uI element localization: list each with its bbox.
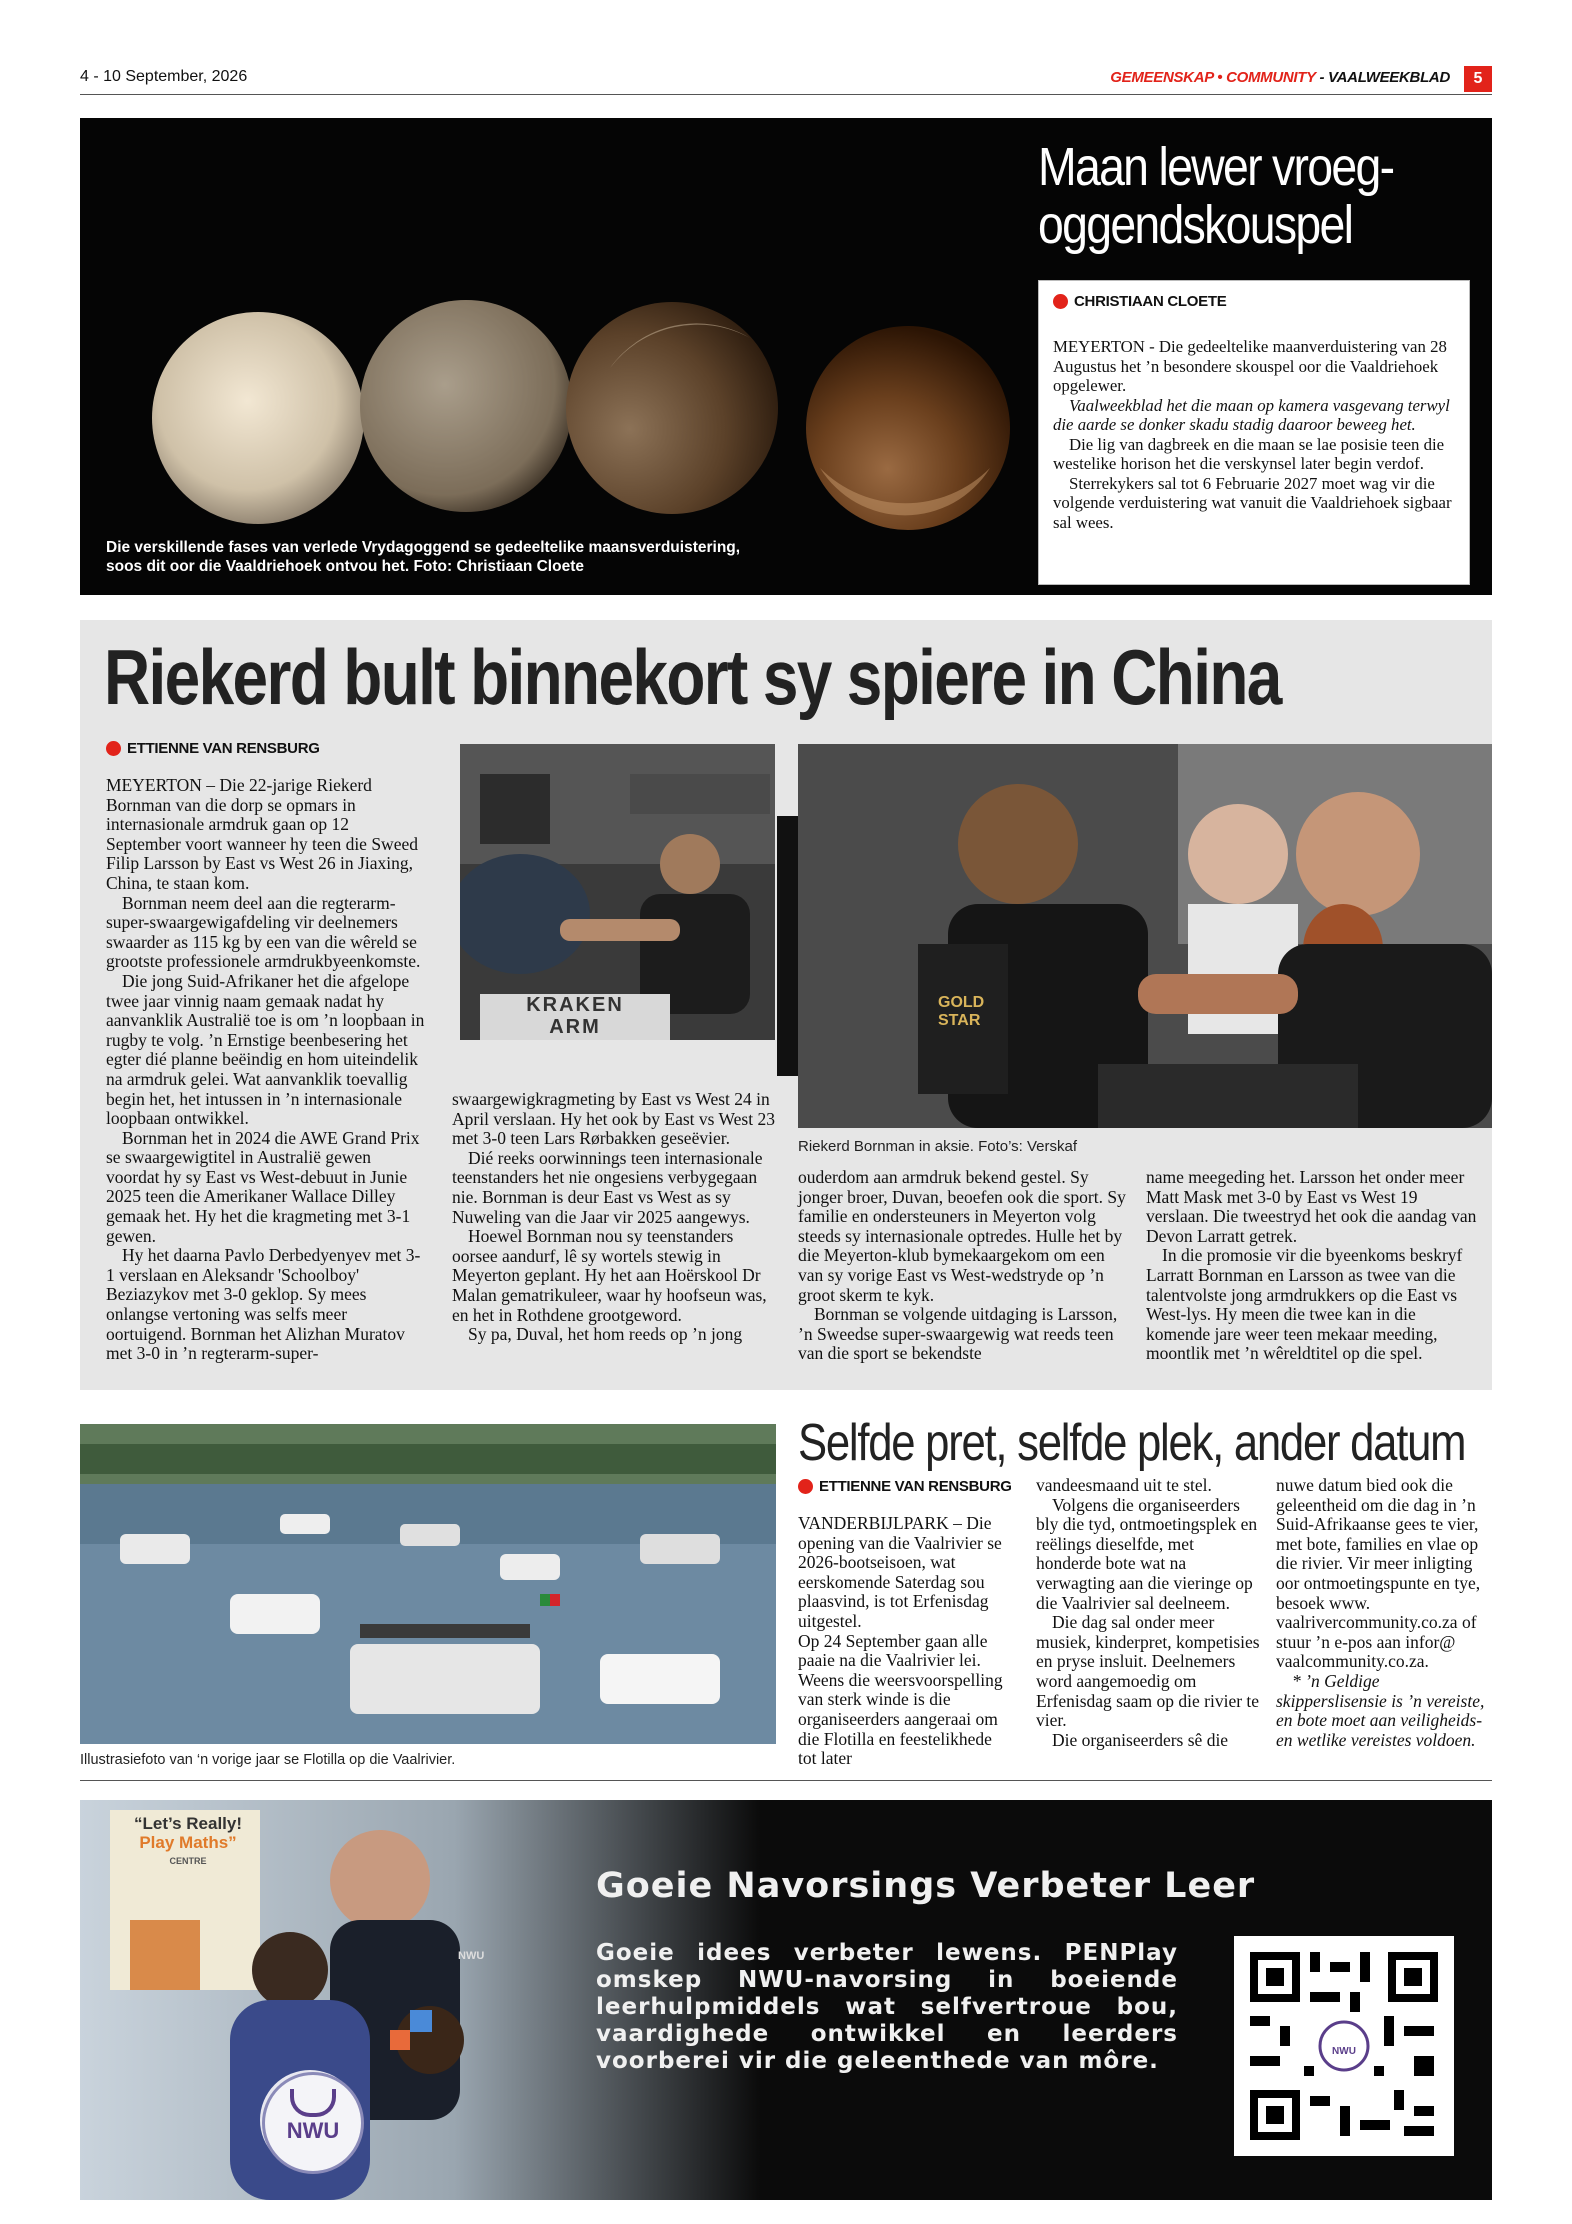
flotilla-byline — [798, 1478, 1012, 1495]
riekerd-paragraph: name meegeding het. Larsson het onder meer Matt Mask met 3-0 by East vs West 19 verslaan. Die tweestryd het ook die aandag van Devon Larratt getrek. — [1146, 1167, 1477, 1246]
riekerd-paragraph: Bornman se volgende uitdaging is Larsson, ’n Sweedse super-swaargewig wat reeds teen van die sport se bekendste — [798, 1304, 1118, 1364]
flotilla-paragraph: Volgens die organiseerders bly die tyd, ontmoetingsplek en reëlings dieselfde, met honderde bote wat na verwagting aan die vieringe op die Vaalrivier sal deelneem. — [1036, 1494, 1258, 1613]
moon-phase-3 — [566, 302, 778, 514]
flotilla-column-1 — [798, 1514, 1008, 1769]
byline-dot-icon — [106, 741, 121, 756]
byline-dot-icon — [798, 1479, 813, 1494]
page-header — [80, 66, 1492, 94]
moon-paragraph: Sterrekykers sal tot 6 Februarie 2027 moet wag vir die volgende verduistering wat vanuit die Vaaldriehoek sigbaar sal wees. — [1053, 473, 1452, 532]
moon-paragraph: Die lig van dagbreek en die maan se lae posisie teen die westelike horison het die verskynsel later begin verdof. — [1053, 434, 1445, 473]
shirt-logo: GOLD STAR — [938, 994, 985, 1029]
advert-headline: Goeie Navorsings Verbeter Leer — [596, 1866, 1256, 1906]
flotilla-headline: Selfde pret, selfde plek, ander datum — [798, 1414, 1466, 1472]
moon-feature — [80, 118, 1492, 595]
qr-center-label: NWU — [1332, 2046, 1356, 2057]
kraken-arm-sign — [480, 994, 670, 1040]
section-rule — [80, 1780, 1492, 1781]
armwrestling-photo-2 — [798, 744, 1492, 1128]
advert-sign-line3: CENTRE — [169, 1856, 207, 1866]
advert-sign-line1: “Let’s Really! — [133, 1814, 243, 1833]
riekerd-byline-name: ETTIENNE VAN RENSBURG — [127, 740, 320, 757]
riekerd-headline: Riekerd bult binnekort sy spiere in China — [104, 633, 1281, 721]
moon-headline-line1: Maan lewer vroeg- — [1038, 137, 1394, 197]
moon-phases-photo — [80, 118, 1040, 595]
flotilla-byline-name: ETTIENNE VAN RENSBURG — [819, 1478, 1012, 1495]
riekerd-paragraph: Hy het daarna Pavlo Derbedyenyev met 3-1 verslaan en Aleksandr 'Schoolboy' Beziazykov met 3-0 geklop. Sy mees onlangse vertoning was selfs meer oortuigend. Bornman het Alizhan Muratov met 3-0 in ’n regterarm-super- — [106, 1245, 421, 1364]
moon-phase-1 — [152, 312, 364, 524]
riekerd-column-4 — [1146, 1168, 1482, 1364]
moon-caption — [106, 538, 740, 576]
riekerd-paragraph: MEYERTON – Die 22-jarige Riekerd Bornman van die dorp se opmars in internasionale armdruk gaan op 12 September voort wanneer hy teen die Sweed Filip Larsson by East vs West 26 in Jiaxing, China, te staan kom. — [106, 775, 418, 893]
moon-byline — [1053, 293, 1226, 310]
flotilla-column-3 — [1276, 1476, 1490, 1750]
advert-sign — [120, 1814, 256, 1871]
page-number: 5 — [1473, 70, 1483, 87]
riekerd-photo-1 — [460, 744, 775, 1040]
riekerd-paragraph: ouderdom aan armdruk bekend gestel. Sy jonger broer, Duvan, beoefen ook die sport. Sy familie en ondersteuners in Meyerton volg steeds sy internasionale optredes. Hulle het by die Meyerton-klub bymekaargekom om een van sy vorige East vs West-wedstryde op ’n groot skerm te kyk. — [798, 1167, 1126, 1305]
section-sep: - — [1315, 69, 1329, 86]
page-number-badge — [1464, 66, 1492, 92]
riekerd-paragraph: Bornman het in 2024 die AWE Grand Prix se swaargewigtitel in Australië gewen voordat hy sy East vs West-debuut in Junie 2025 teen die Amerikaner Wallace Dilley gemaak het. Hy het die kragmeting met 3-1 gewen. — [106, 1127, 420, 1246]
section-label — [1110, 69, 1450, 86]
nwu-lanyard-logo: NWU — [458, 1950, 485, 1962]
section-community: GEMEENSKAP • COMMUNITY — [1110, 69, 1316, 86]
flotilla-column-2 — [1036, 1476, 1260, 1750]
riekerd-paragraph: Die jong Suid-Afrikaner het die afgelope twee jaar vinnig naam gemaak nadat hy aanvanklik Australië toe is om ’n loopbaan in rugby te volg. ’n Ernstige beenbesering het egter dié planne beëindig en hom uiteindelik na armdruk gelei. Wat aanvanklik toevallig begin het, het intussen in ’n internasionale loopbaan ontwikkel. — [106, 970, 425, 1129]
moon-caption-line1: Die verskillende fases van verlede Vrydagoggend se gedeeltelike maansverduistering, — [106, 539, 741, 556]
moon-phase-4 — [806, 326, 1010, 530]
moon-body — [1053, 337, 1463, 532]
flotilla-paragraph: VANDERBIJLPARK – Die opening van die Vaalrivier se 2026-bootseisoen, wat eerskomende Saterdag sou plaasvind, is tot Erfenisdag uitgestel. — [798, 1513, 1002, 1631]
riekerd-column-3 — [798, 1168, 1128, 1364]
flotilla-paragraph: Op 24 September gaan alle paaie na die Vaalrivier lei. Weens die weersvoorspelling van sterk winde is die organiseerders aangeraai om die Flotilla en feestelikhede tot later — [798, 1630, 1003, 1769]
moon-headline — [1038, 138, 1393, 254]
advert-body: Goeie idees verbeter lewens. PENPlay omskep NWU-navorsing in boeiende leerhulpmiddels wat selfvertroue bou, vaardighede ontwikkel en leerders voorberei vir die geleenthede van môre. — [596, 1940, 1178, 2074]
riekerd-column-1 — [106, 776, 426, 1364]
riekerd-column-2 — [452, 1090, 776, 1345]
nwu-logo-icon — [290, 2089, 336, 2117]
moon-paragraph: Vaalweekblad het die maan op kamera vasgevang terwyl die aarde se donker skadu stadig daaroor beweeg het. — [1053, 395, 1450, 434]
moon-paragraph: MEYERTON - Die gedeeltelike maanverduistering van 28 Augustus het ’n besondere skouspel oor die Vaaldriehoek opgelewer. — [1053, 337, 1447, 395]
photo-divider — [777, 816, 799, 1076]
riekerd-paragraph: Sy pa, Duval, het hom reeds op ’n jong — [468, 1324, 743, 1345]
nwu-advert — [80, 1800, 1492, 2200]
riekerd-photo-caption: Riekerd Bornman in aksie. Foto’s: Verskaf — [798, 1138, 1078, 1155]
flotilla-paragraph: Die dag sal onder meer musiek, kinderpret, kompetisies en pryse insluit. Deelnemers word aangemoedig om Erfenisdag saam op die rivier te vier. — [1036, 1612, 1260, 1731]
flotilla-photo — [80, 1424, 776, 1744]
riekerd-paragraph: In die promosie vir die byeenkoms beskryf Larratt Bornman en Larsson as twee van die talentvolste jong armdrukkers op die East vs West-lys. Hy meen die twee kan in die komende jare weer teen mekaar meeding, moontlik met ’n wêreldtitel op die spel. — [1146, 1245, 1463, 1364]
nwu-logo-text: NWU — [286, 2118, 340, 2143]
issue-date: 4 - 10 September, 2026 — [80, 68, 248, 85]
moon-headline-line2: oggendskouspel — [1038, 195, 1353, 255]
flotilla-note: * ’n Geldige skipperslisensie is ’n vereiste, en bote moet aan veiligheids- en wetlike vereistes voldoen. — [1276, 1670, 1485, 1750]
riekerd-paragraph: Bornman neem deel aan die regterarm-super-swaargewigafdeling vir deelnemers swaarder as 115 kg by een van die wêreld se grootste professionele armdrukbyeenkomste. — [106, 892, 421, 972]
nwu-logo — [262, 2072, 364, 2174]
sign-line-2: ARM — [549, 1016, 601, 1038]
moon-text-panel — [1038, 280, 1470, 585]
header-rule — [80, 94, 1492, 95]
byline-dot-icon — [1053, 294, 1068, 309]
moon-caption-line2: soos dit oor die Vaaldriehoek ontvou het. Foto: Christiaan Cloete — [106, 558, 584, 575]
sign-line-1: KRAKEN — [526, 994, 624, 1016]
section-publication: VAALWEEKBLAD — [1328, 69, 1450, 86]
riekerd-panel — [80, 620, 1492, 1390]
flotilla-paragraph: Die organiseerders sê die — [1052, 1729, 1229, 1750]
boats-on-river-photo — [80, 1424, 776, 1744]
riekerd-byline — [106, 740, 320, 757]
flotilla-paragraph: vandeesmaand uit te stel. — [1036, 1475, 1212, 1495]
qr-code — [1234, 1936, 1454, 2156]
riekerd-paragraph: swaargewigkragmeting by East vs West 24 in April verslaan. Hy het ook by East vs West 23 met 3-0 teen Lars Rørbakken geseëvier. — [452, 1089, 775, 1149]
advert-sign-line2: Play Maths” — [139, 1833, 237, 1852]
riekerd-paragraph: Dié reeks oorwinnings teen internasionale teenstanders het nie ongesiens verbygegaan nie. Bornman is deur East vs West as sy Nuweling van die Jaar vir 2025 aangewys. — [452, 1147, 763, 1227]
riekerd-paragraph: Hoewel Bornman nou sy teenstanders oorsee aandurf, lê sy wortels stewig in Meyerton geplant. Hy het aan Hoërskool Dr Malan gematrikuleer, waar hy hoofseun was, en het in Rothdene grootgeword. — [452, 1226, 767, 1325]
riekerd-photo-2 — [798, 744, 1492, 1128]
moon-byline-name: CHRISTIAAN CLOETE — [1074, 293, 1227, 310]
flotilla-paragraph: nuwe datum bied ook die geleentheid om die dag in ’n Suid-Afrikaanse gees te vier, met bote, families en vlae op die rivier. Vir meer inligting oor ontmoetingspunte en tye, besoek www. vaalrivercommunity.co.za of stuur ’n e-pos aan infor@ vaalcommunity.co.za. — [1276, 1475, 1481, 1672]
flotilla-photo-caption: Illustrasiefoto van ‘n vorige jaar se Flotilla op die Vaalrivier. — [80, 1752, 456, 1768]
